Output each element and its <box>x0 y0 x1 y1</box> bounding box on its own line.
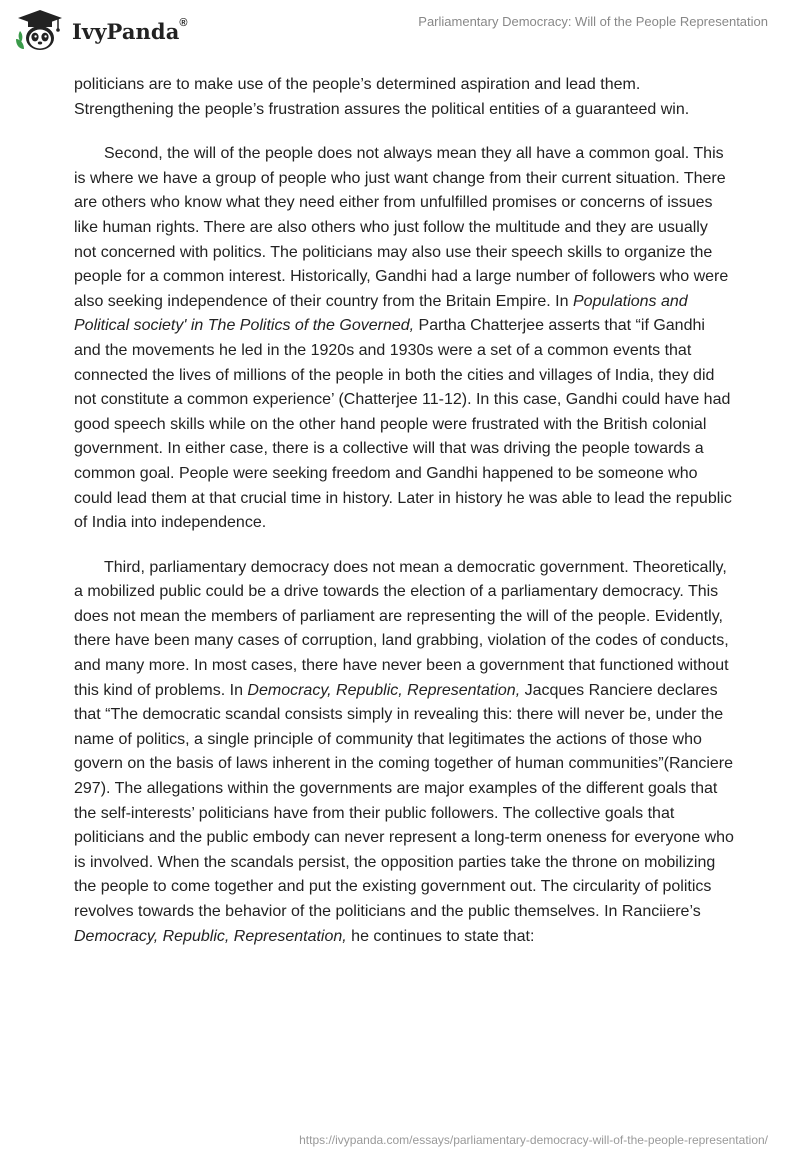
paragraph-2-citation-title: Populations and Political society' in The Politics of the Governed, <box>74 292 688 335</box>
paragraph-3-text-c: he continues to state that: <box>346 927 535 945</box>
logo-wordmark <box>72 16 188 44</box>
ivypanda-logo[interactable] <box>14 9 188 53</box>
paragraph-3-text-b: Jacques Ranciere declares that “The democratic scandal consists simply in revealing this: there will never be, under the name of politics, a single principle of community that legitimates the actions of those who govern on the basis of laws inherent in the coming together of human communities”(Ranciere 297). The allegations within the governments are major examples of the different goals that the self-interests’ politicians have from their public followers. The collective goals that politicians and the public embody can never represent a long-term oneness for everyone who is involved. When the scandals persist, the opposition parties take the throne on mobilizing the people to come together and put the existing government out. The circularity of politics revolves towards the behavior of the politicians and the public themselves. In Ranciiere’s <box>74 681 734 920</box>
paragraph-3-citation-title-2: Democracy, Republic, Representation, <box>74 927 347 945</box>
paragraph-3 <box>74 556 734 950</box>
paragraph-1: politicians are to make use of the people’s determined aspiration and lead them. Strengthening the people’s frustration assures the political entities of a guaranteed win. <box>74 76 690 118</box>
document-title: Parliamentary Democracy: Will of the People Representation <box>418 14 768 29</box>
paragraph-2-text-a: Second, the will of the people does not always mean they all have a common goal. This is where we have a group of people who just want change from their current situation. There are others who know what they need either from unfulfilled promises or concerns of issues like human rights. There are also others who just follow the multitude and they are usually not concerned with politics. The politicians may also use their speech skills to organize the people for a common interest. Historically, Gandhi had a large number of followers who were also seeking independence of their country from the Britain Empire. In <box>74 145 729 310</box>
registered-mark: ® <box>179 16 188 29</box>
paragraph-2-text-b: Partha Chatterjee asserts that “if Gandhi and the movements he led in the 1920s and 1930s were a set of a common events that connected the lives of millions of the people in both the cities and villages of India, they did not constitute a common experience’ (Chatterjee 11-12). In this case, Gandhi could have had good speech skills while on the other hand people were frustrated with the British colonial government. In either case, there is a collective will that was driving the people towards a common goal. People were seeking freedom and Gandhi happened to be someone who could lead them at that crucial time in history. Later in history he was able to lead the republic of India into independence. <box>74 317 732 532</box>
paragraph-3-citation-title: Democracy, Republic, Representation, <box>247 681 521 699</box>
paragraph-3-text-a: Third, parliamentary democracy does not mean a democratic government. Theoretically, a mobilized public could be a drive towards the election of a parliamentary democracy. This does not mean the members of parliament are representing the will of the people. Evidently, there have been many cases of corruption, land grabbing, violation of the codes of conducts, and many more. In most cases, there have never been a government that functioned without this kind of problems. In <box>74 558 729 699</box>
panda-graduate-icon <box>14 9 66 53</box>
page-header <box>0 0 800 64</box>
source-url[interactable]: https://ivypanda.com/essays/parliamentary-democracy-will-of-the-people-representation/ <box>299 1133 768 1147</box>
paragraph-2 <box>74 142 734 536</box>
logo-text: IvyPanda <box>72 18 180 44</box>
essay-body <box>74 73 734 969</box>
